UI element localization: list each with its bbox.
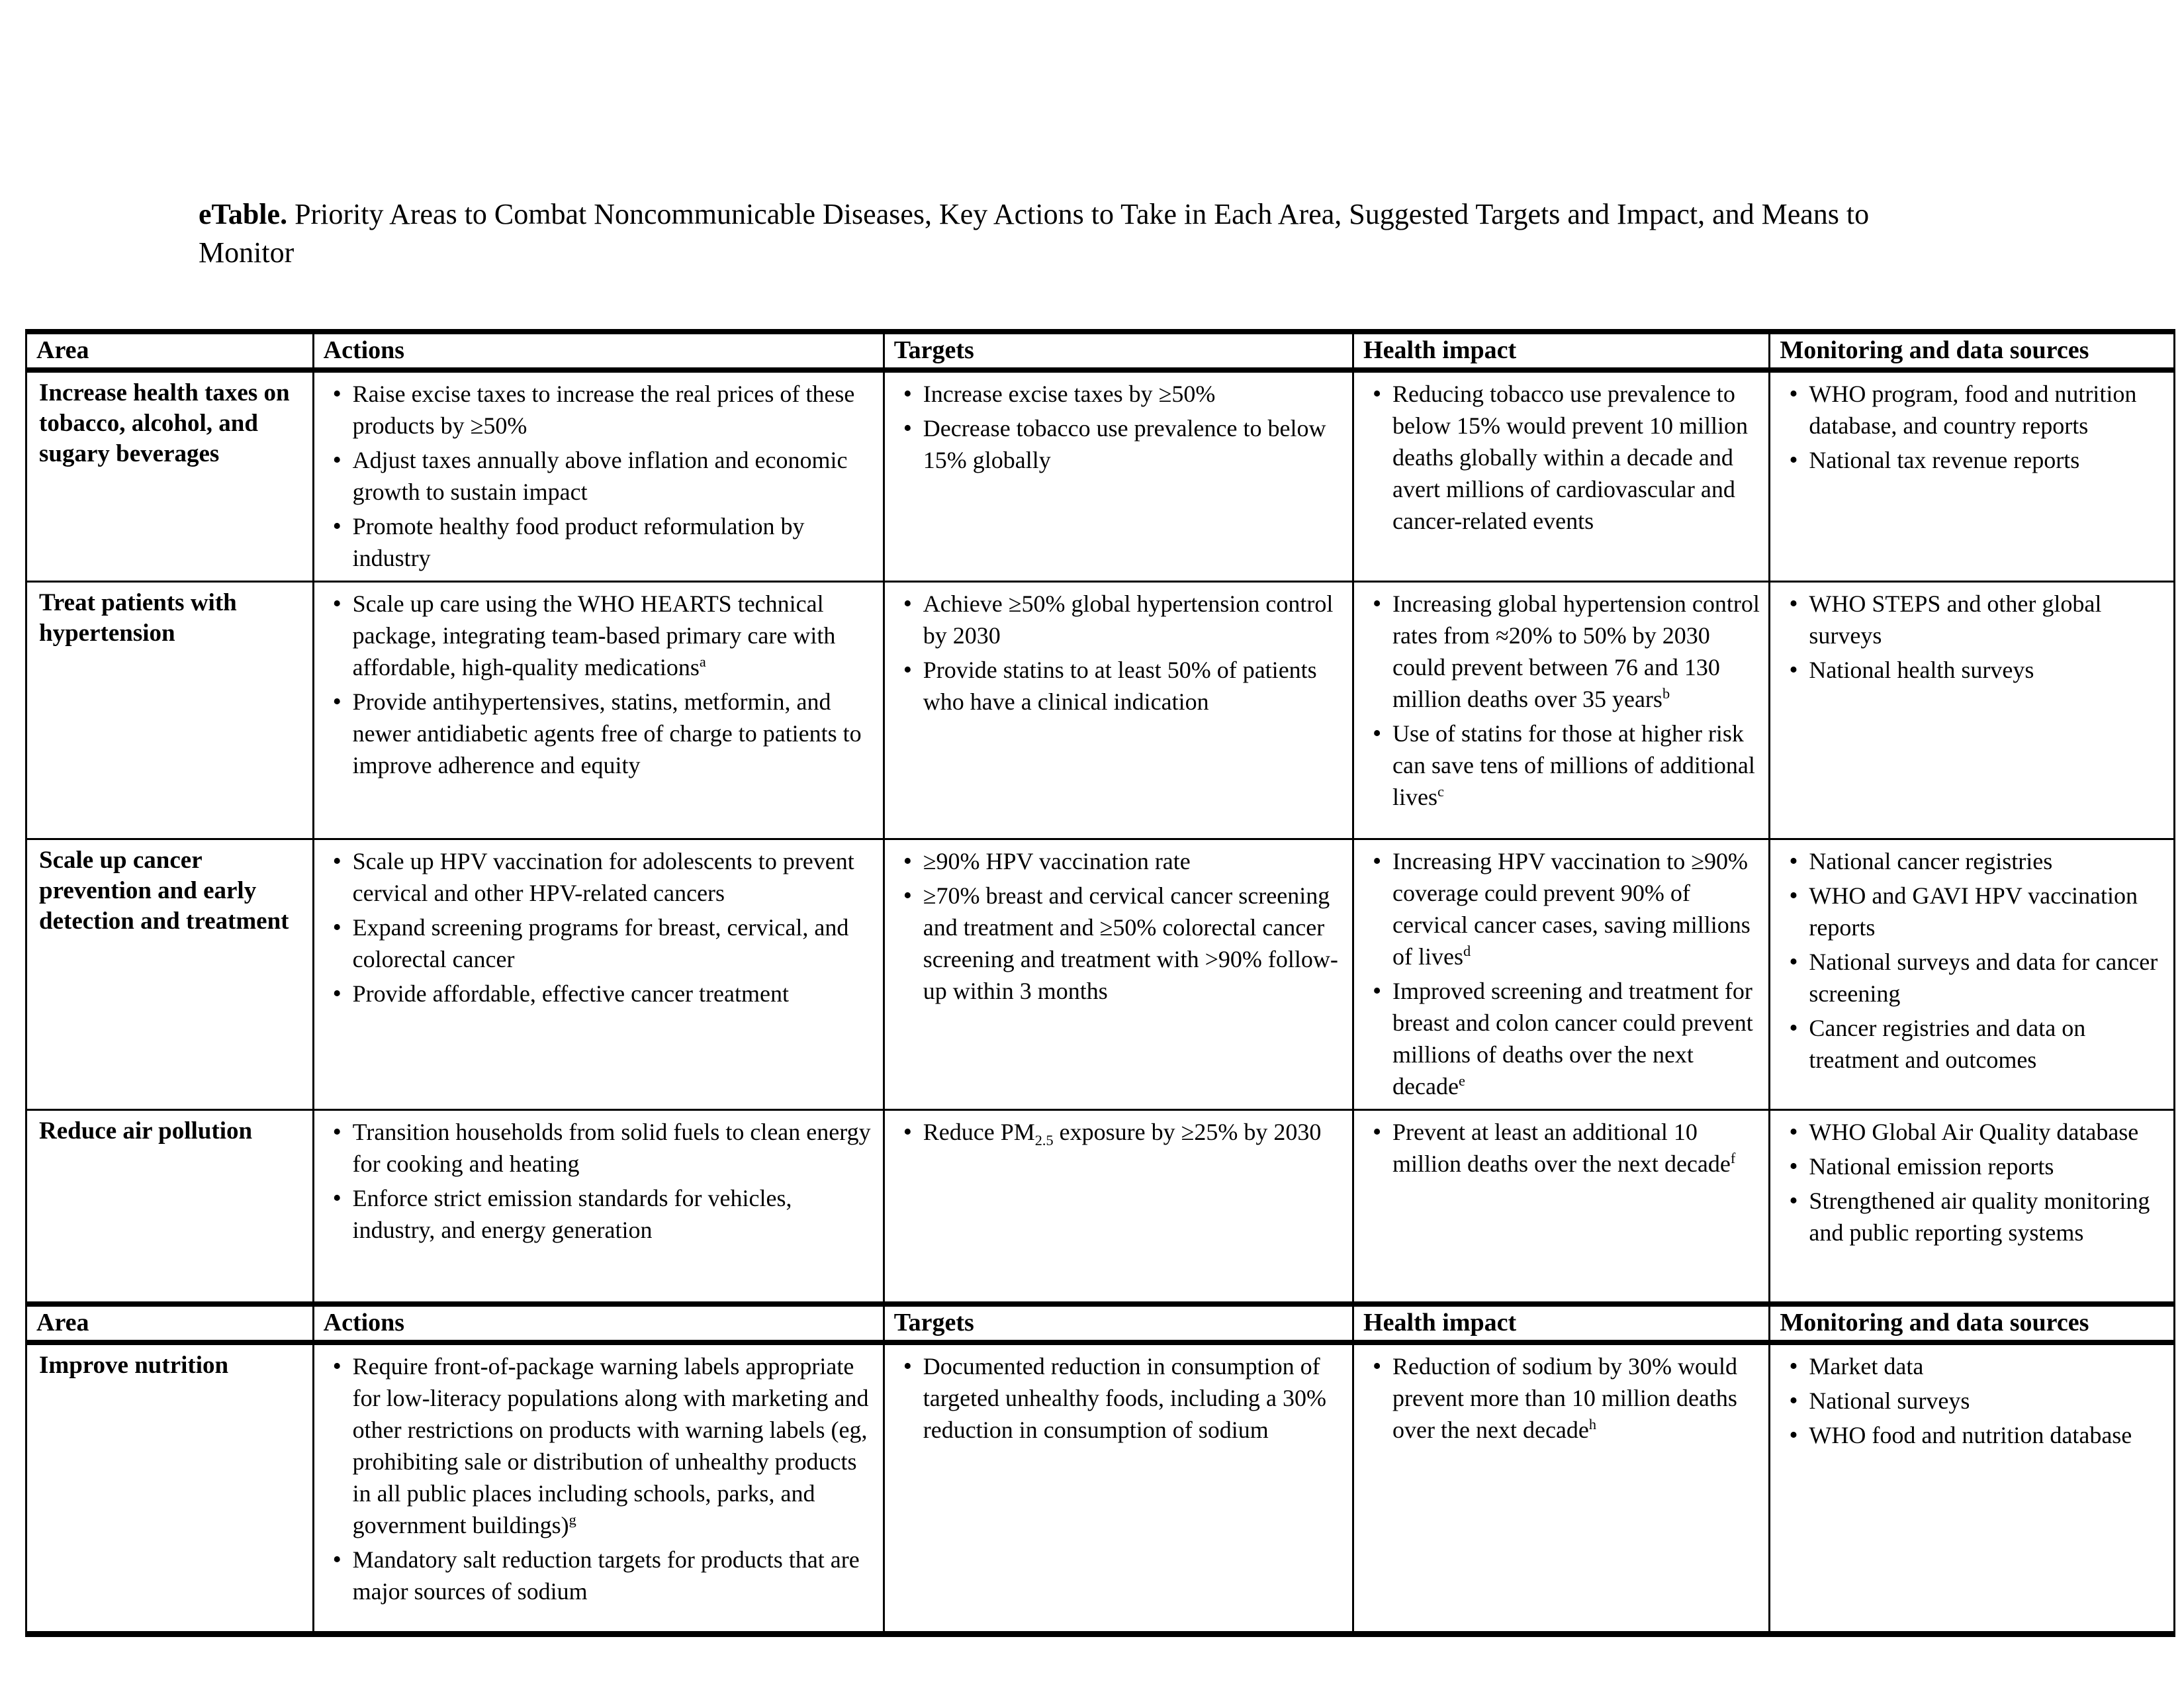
bullet-item: • Increasing global hypertension control rates from ≈20% to 50% by 2030 could prevent between 76 and 130 million deaths over 35 years$^b$ <box>1392 588 1763 715</box>
health-impact-list <box>1354 378 1763 537</box>
health-impact-list <box>1354 1116 1763 1180</box>
title-text: Priority Areas to Combat Noncommunicable Diseases, Key Actions to Take in Each Area, Suggested Targets and Impact, and Means to Monitor <box>199 198 1870 269</box>
bullet-item: • Improved screening and treatment for breast and colon cancer could prevent millions of deaths over the next decade$^e$ <box>1392 975 1763 1102</box>
bullet-item: • Raise excise taxes to increase the real prices of these products by ≥50% <box>353 378 878 442</box>
bullet-item: • Prevent at least an additional 10 million deaths over the next decade$^f$ <box>1392 1116 1763 1180</box>
cell-health-impact <box>1353 839 1770 1109</box>
bullet-item: • Provide affordable, effective cancer treatment <box>353 978 878 1009</box>
cell-actions <box>313 1342 884 1634</box>
bullet-item: • National surveys and data for cancer screening <box>1809 946 2168 1009</box>
cell-targets <box>884 1109 1353 1304</box>
bullet-item: • Increasing HPV vaccination to ≥90% coverage could prevent 90% of cervical cancer cases, saving millions of lives$^d$ <box>1392 845 1763 972</box>
bullet-item: • ≥90% HPV vaccination rate <box>923 845 1347 877</box>
bullet-item: • Increase excise taxes by ≥50% <box>923 378 1347 410</box>
title-label: eTable. <box>199 198 288 230</box>
bullet-item: • Use of statins for those at higher risk can save tens of millions of additional lives$^c$ <box>1392 718 1763 813</box>
targets-list <box>885 1116 1347 1148</box>
actions-list <box>314 845 878 1009</box>
cell-area: Scale up cancer prevention and early detection and treatment <box>26 839 314 1109</box>
cell-area: Reduce air pollution <box>26 1109 314 1304</box>
monitoring-list <box>1770 378 2168 476</box>
bullet-item: • Reduction of sodium by 30% would prevent more than 10 million deaths over the next decade$^h$ <box>1392 1350 1763 1446</box>
bullet-item: • Provide antihypertensives, statins, metformin, and newer antidiabetic agents free of charge to patients to improve adherence and equity <box>353 686 878 781</box>
cell-targets <box>884 581 1353 839</box>
actions-list <box>314 588 878 781</box>
targets-list <box>885 378 1347 476</box>
bullet-item: • Require front-of-package warning labels appropriate for low-literacy populations along with marketing and other restrictions on products with warning labels (eg, prohibiting sale or distribution of unhealthy products in all public places including schools, parks, and government buildings)$^g$ <box>353 1350 878 1541</box>
cell-actions <box>313 1109 884 1304</box>
actions-list <box>314 1116 878 1246</box>
bullet-item: • Market data <box>1809 1350 2168 1382</box>
col-header-targets: Targets <box>884 1304 1353 1342</box>
monitoring-list <box>1770 588 2168 686</box>
page-title <box>199 195 1959 272</box>
health-impact-list <box>1354 1350 1763 1446</box>
health-impact-list <box>1354 845 1763 1102</box>
bullet-item: • WHO STEPS and other global surveys <box>1809 588 2168 651</box>
cell-monitoring <box>1770 1109 2175 1304</box>
targets-list <box>885 1350 1347 1446</box>
targets-list <box>885 845 1347 1007</box>
cell-health-impact <box>1353 370 1770 582</box>
bullet-item: • Decrease tobacco use prevalence to below 15% globally <box>923 412 1347 476</box>
bullet-item: • Reduce $PM_{2.5}$ exposure by ≥25% by 2030 <box>923 1116 1347 1148</box>
cell-monitoring <box>1770 1342 2175 1634</box>
bullet-item: • Enforce strict emission standards for vehicles, industry, and energy generation <box>353 1182 878 1246</box>
table-row-nutrition <box>26 1342 2175 1634</box>
bullet-item: • WHO food and nutrition database <box>1809 1419 2168 1451</box>
header-row-top <box>26 332 2175 370</box>
cell-monitoring <box>1770 370 2175 582</box>
bullet-item: • Expand screening programs for breast, cervical, and colorectal cancer <box>353 912 878 975</box>
bullet-item: • Mandatory salt reduction targets for products that are major sources of sodium <box>353 1544 878 1607</box>
col-header-monitoring: Monitoring and data sources <box>1770 332 2175 370</box>
monitoring-list <box>1770 1116 2168 1248</box>
bullet-item: • Transition households from solid fuels to clean energy for cooking and heating <box>353 1116 878 1180</box>
cell-targets <box>884 1342 1353 1634</box>
bullet-item: • Achieve ≥50% global hypertension control by 2030 <box>923 588 1347 651</box>
cell-health-impact <box>1353 1109 1770 1304</box>
cell-actions <box>313 581 884 839</box>
table-row-cancer <box>26 839 2175 1109</box>
bullet-item: • Strengthened air quality monitoring and public reporting systems <box>1809 1185 2168 1248</box>
col-header-actions: Actions <box>313 1304 884 1342</box>
cell-health-impact <box>1353 1342 1770 1634</box>
targets-list <box>885 588 1347 718</box>
bullet-item: • ≥70% breast and cervical cancer screening and treatment and ≥50% colorectal cancer screening and treatment with >90% follow-up within 3 months <box>923 880 1347 1007</box>
monitoring-list <box>1770 845 2168 1076</box>
bullet-item: • National tax revenue reports <box>1809 444 2168 476</box>
table-row-air-pollution <box>26 1109 2175 1304</box>
actions-list <box>314 1350 878 1607</box>
header-row-repeated <box>26 1304 2175 1342</box>
col-header-targets: Targets <box>884 332 1353 370</box>
cell-targets <box>884 370 1353 582</box>
col-header-actions: Actions <box>313 332 884 370</box>
col-header-area: Area <box>26 1304 314 1342</box>
bullet-item: • National surveys <box>1809 1385 2168 1417</box>
bullet-item: • Promote healthy food product reformulation by industry <box>353 510 878 574</box>
monitoring-list <box>1770 1350 2168 1451</box>
bullet-item: • Cancer registries and data on treatment and outcomes <box>1809 1012 2168 1076</box>
bullet-item: • National health surveys <box>1809 654 2168 686</box>
bullet-item: • Documented reduction in consumption of targeted unhealthy foods, including a 30% reduction in consumption of sodium <box>923 1350 1347 1446</box>
actions-list <box>314 378 878 574</box>
cell-actions <box>313 370 884 582</box>
bullet-item: • WHO and GAVI HPV vaccination reports <box>1809 880 2168 943</box>
priority-areas-table <box>25 329 2175 1637</box>
bullet-item: • National cancer registries <box>1809 845 2168 877</box>
cell-area: Improve nutrition <box>26 1342 314 1634</box>
cell-targets <box>884 839 1353 1109</box>
table-row-hypertension <box>26 581 2175 839</box>
bullet-item: • Provide statins to at least 50% of patients who have a clinical indication <box>923 654 1347 718</box>
col-header-health-impact: Health impact <box>1353 1304 1770 1342</box>
bullet-item: • WHO program, food and nutrition database, and country reports <box>1809 378 2168 442</box>
bullet-item: • WHO Global Air Quality database <box>1809 1116 2168 1148</box>
bullet-item: • National emission reports <box>1809 1150 2168 1182</box>
bullet-item: • Reducing tobacco use prevalence to below 15% would prevent 10 million deaths globally within a decade and avert millions of cardiovascular and cancer-related events <box>1392 378 1763 537</box>
bullet-item: • Adjust taxes annually above inflation and economic growth to sustain impact <box>353 444 878 508</box>
table-row-health-taxes <box>26 370 2175 582</box>
col-header-monitoring: Monitoring and data sources <box>1770 1304 2175 1342</box>
cell-actions <box>313 839 884 1109</box>
bullet-item: • Scale up HPV vaccination for adolescents to prevent cervical and other HPV-related cancers <box>353 845 878 909</box>
cell-health-impact <box>1353 581 1770 839</box>
bullet-item: • Scale up care using the WHO HEARTS technical package, integrating team-based primary care with affordable, high-quality medications$^a$ <box>353 588 878 683</box>
col-header-area: Area <box>26 332 314 370</box>
cell-area: Treat patients with hypertension <box>26 581 314 839</box>
cell-monitoring <box>1770 839 2175 1109</box>
cell-area: Increase health taxes on tobacco, alcohol, and sugary beverages <box>26 370 314 582</box>
health-impact-list <box>1354 588 1763 813</box>
cell-monitoring <box>1770 581 2175 839</box>
col-header-health-impact: Health impact <box>1353 332 1770 370</box>
